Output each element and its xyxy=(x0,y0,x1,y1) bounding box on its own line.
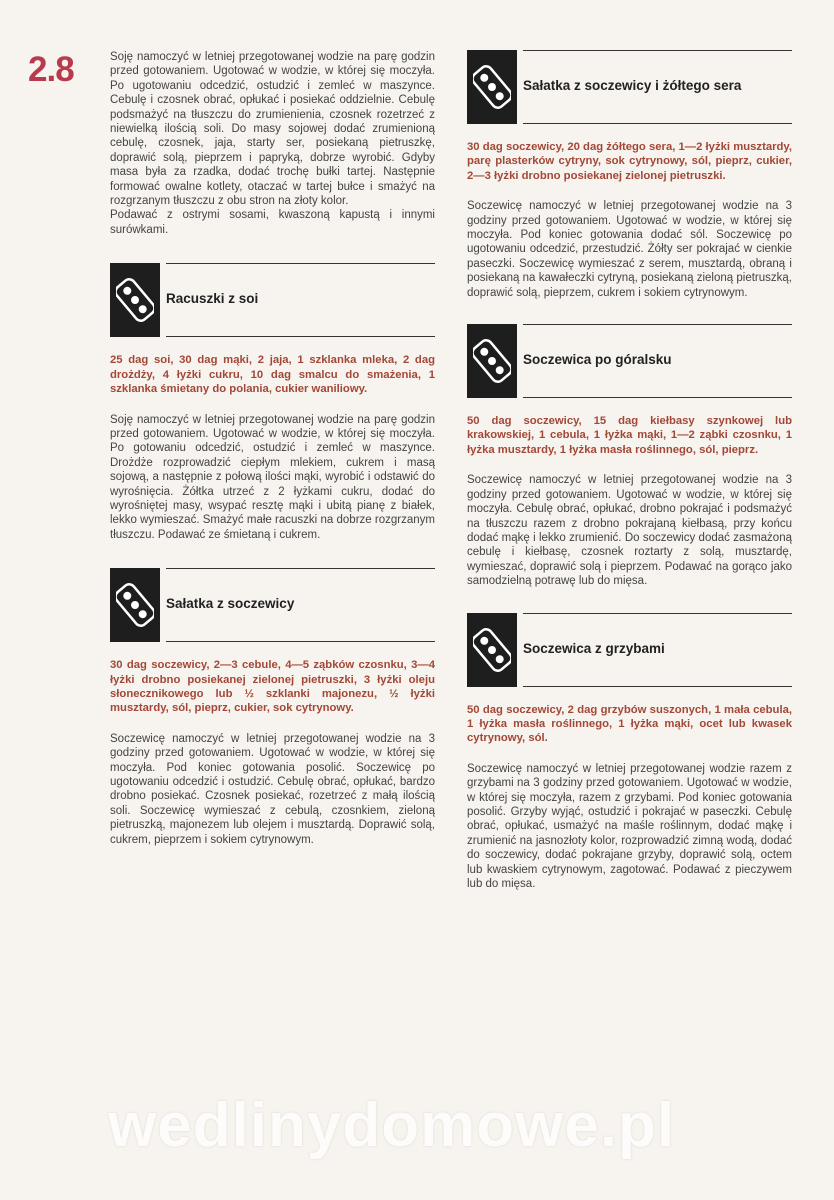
bean-pod-icon xyxy=(110,568,160,642)
recipe-header xyxy=(110,568,435,642)
recipe-title: Racuszki z soi xyxy=(166,291,259,307)
left-column xyxy=(110,50,435,847)
recipe-ingredients: 25 dag soi, 30 dag mąki, 2 jaja, 1 szklanka mleka, 2 dag drożdży, 4 łyżki cukru, 10 dag smalcu do smażenia, 1 szklanka śmietany do polania, cukier waniliowy. xyxy=(110,354,435,396)
bean-pod-icon xyxy=(467,613,517,687)
right-column xyxy=(467,50,792,891)
recipe-method: Soczewicę namoczyć w letniej przegotowanej wodzie na 3 godziny przed gotowaniem. Ugotować w wodzie, w której się moczyła. Pod koniec gotowania posolić. Soczewicę po ugotowaniu odcedzić i ostudzić. Cebulę obrać, opłukać, bardzo drobno posiekać. Czosnek posiekać, rozetrzeć z małą ilością soli. Soczewicę wymieszać z cebulą, czosnkiem, zieloną pietruszką, majonezem lub olejem i musztardą. Doprawić solą, cukrem, pieprzem i sokiem cytrynowym. xyxy=(110,732,435,846)
intro-paragraph: Soję namoczyć w letniej przegotowanej wodzie na parę godzin przed gotowaniem. Ugotować w wodzie, w której się moczyła. Po ugotowaniu odcedzić, ostudzić i zemleć w maszynce. Cebulę i czosnek obrać, opłukać i posiekać oddzielnie. Cebulę podsmażyć na tłuszczu do zrumienienia, czosnek rozetrzeć z niewielką ilością soli. Do masy sojowej dodać zrumienioną cebulę, czosnek, jaja, starty ser, posiekaną pietruszkę, doprawić solą, pieprzem i papryką, dobrze wyrobić. Gdyby masa była za rzadka, dodać trochę bułki tartej. Następnie formować owalne kotlety, otaczać w tartej bułce i smażyć na rozgrzanym tłuszczu z obu stron na złoty kolor. xyxy=(110,51,435,208)
recipe-header xyxy=(110,263,435,337)
bean-pod-icon xyxy=(467,324,517,398)
recipe-title: Sałatka z soczewicy i żółtego sera xyxy=(523,78,742,93)
recipe-header xyxy=(467,50,792,124)
recipe-ingredients: 30 dag soczewicy, 2—3 cebule, 4—5 ząbków czosnku, 3—4 łyżki drobno posiekanej zielonej pietruszki, 3 łyżki oleju słonecznikowego lub ½ szklanki majonezu, ½ łyżki musztardy, sól, pieprz, cukier, sok cytrynowy. xyxy=(110,659,435,715)
recipe-header xyxy=(467,324,792,398)
bean-pod-icon xyxy=(467,50,517,124)
intro-paragraph: Podawać z ostrymi sosami, kwaszoną kapustą i innymi surówkami. xyxy=(110,209,435,236)
recipe-method: Soczewicę namoczyć w letniej przegotowanej wodzie razem z grzybami na 3 godziny przed gotowaniem. Ugotować w wodzie, w której się moczyła, razem z grzybami. Pod koniec gotowania posolić. Grzyby wyjąć, ostudzić i pokrajać w paseczki. Cebulę obrać, opłukać, usmażyć na maśle roślinnym, dodać mąkę i zrumienić na jasnozłoty kolor, rozprowadzić zimną wodą, dodać do soczewicy, dodać pokrajane grzyby, doprawić solą, octem lub kwaskiem cytrynowym, zagotować. Podawać z pieczywem lub do mięsa. xyxy=(467,762,792,890)
watermark: wedlinydomowe.pl xyxy=(108,1091,676,1160)
recipe-ingredients: 50 dag soczewicy, 2 dag grzybów suszonych, 1 mała cebula, 1 łyżka masła roślinnego, 1 łyżka mąki, ocet lub kwasek cytrynowy, sól. xyxy=(467,703,792,745)
chapter-number: 2.8 xyxy=(28,50,74,89)
recipe-method: Soję namoczyć w letniej przegotowanej wodzie na parę godzin przed gotowaniem. Ugotować w wodzie, w której się moczyła. Po gotowaniu odcedzić, ostudzić i zemleć w maszynce. Drożdże rozprowadzić ciepłym mlekiem, cukrem i masą sojową, a następnie z połową ilości mąki, wyrobić i odstawić do wyrośnięcia. Żółtka utrzeć z 2 łyżkami cukru, dodać do wyrośniętej masy, wsypać resztę mąki i ubitą pianę z białek, lekko wymieszać. Smażyć małe racuszki na dobrze rozgrzanym tłuszczu. Podawać ze śmietaną i cukrem. xyxy=(110,413,435,541)
recipe-title: Soczewica z grzybami xyxy=(523,640,665,656)
recipe-title: Soczewica po góralsku xyxy=(523,352,672,368)
recipe-ingredients: 50 dag soczewicy, 15 dag kiełbasy szynkowej lub krakowskiej, 1 cebula, 1 łyżka mąki, 1—2 ząbki czosnku, 1 łyżka musztardy, 1 łyżka masła roślinnego, sól, pieprz. xyxy=(467,415,792,456)
recipe-header xyxy=(467,613,792,687)
bean-pod-icon xyxy=(110,263,160,337)
recipe-title: Sałatka z soczewicy xyxy=(166,596,295,612)
recipe-ingredients: 30 dag soczewicy, 20 dag żółtego sera, 1—2 łyżki musztardy, parę plasterków cytryny, sok cytrynowy, sól, pieprz, cukier, 2—3 łyżki drobno posiekanej zielonej pietruszki. xyxy=(467,141,792,182)
recipe-method: Soczewicę namoczyć w letniej przegotowanej wodzie na 3 godziny przed gotowaniem. Ugotować w wodzie, w której się moczyła. Pod koniec gotowania dodać sól. Soczewicę po ugotowaniu odcedzić, przestudzić. Żółty ser pokrajać w cienkie paseczki. Soczewicę wymieszać z serem, musztardą, obraną i posiekaną na kawałeczki cytryną, posiekaną zieloną pietruszką, doprawić solą, pieprzem, cukrem i sokiem cytrynowym. xyxy=(467,200,792,299)
recipe-method: Soczewicę namoczyć w letniej przegotowanej wodzie na 3 godziny przed gotowaniem. Ugotować w wodzie, w której się moczyła. Cebulę obrać, opłukać, drobno pokrajać i podsmażyć na tłuszczu razem z drobno pokrajaną kiełbasą, przy końcu dodać mąkę i lekko zrumienić. Do soczewicy dodać zasmażoną cebulę i kiełbasę, czosnek roztarty z solą, musztardę, wymieszać, doprawić solą i pieprzem. Podawać na gorąco jako samodzielną potrawę lub do mięsa. xyxy=(467,474,792,588)
